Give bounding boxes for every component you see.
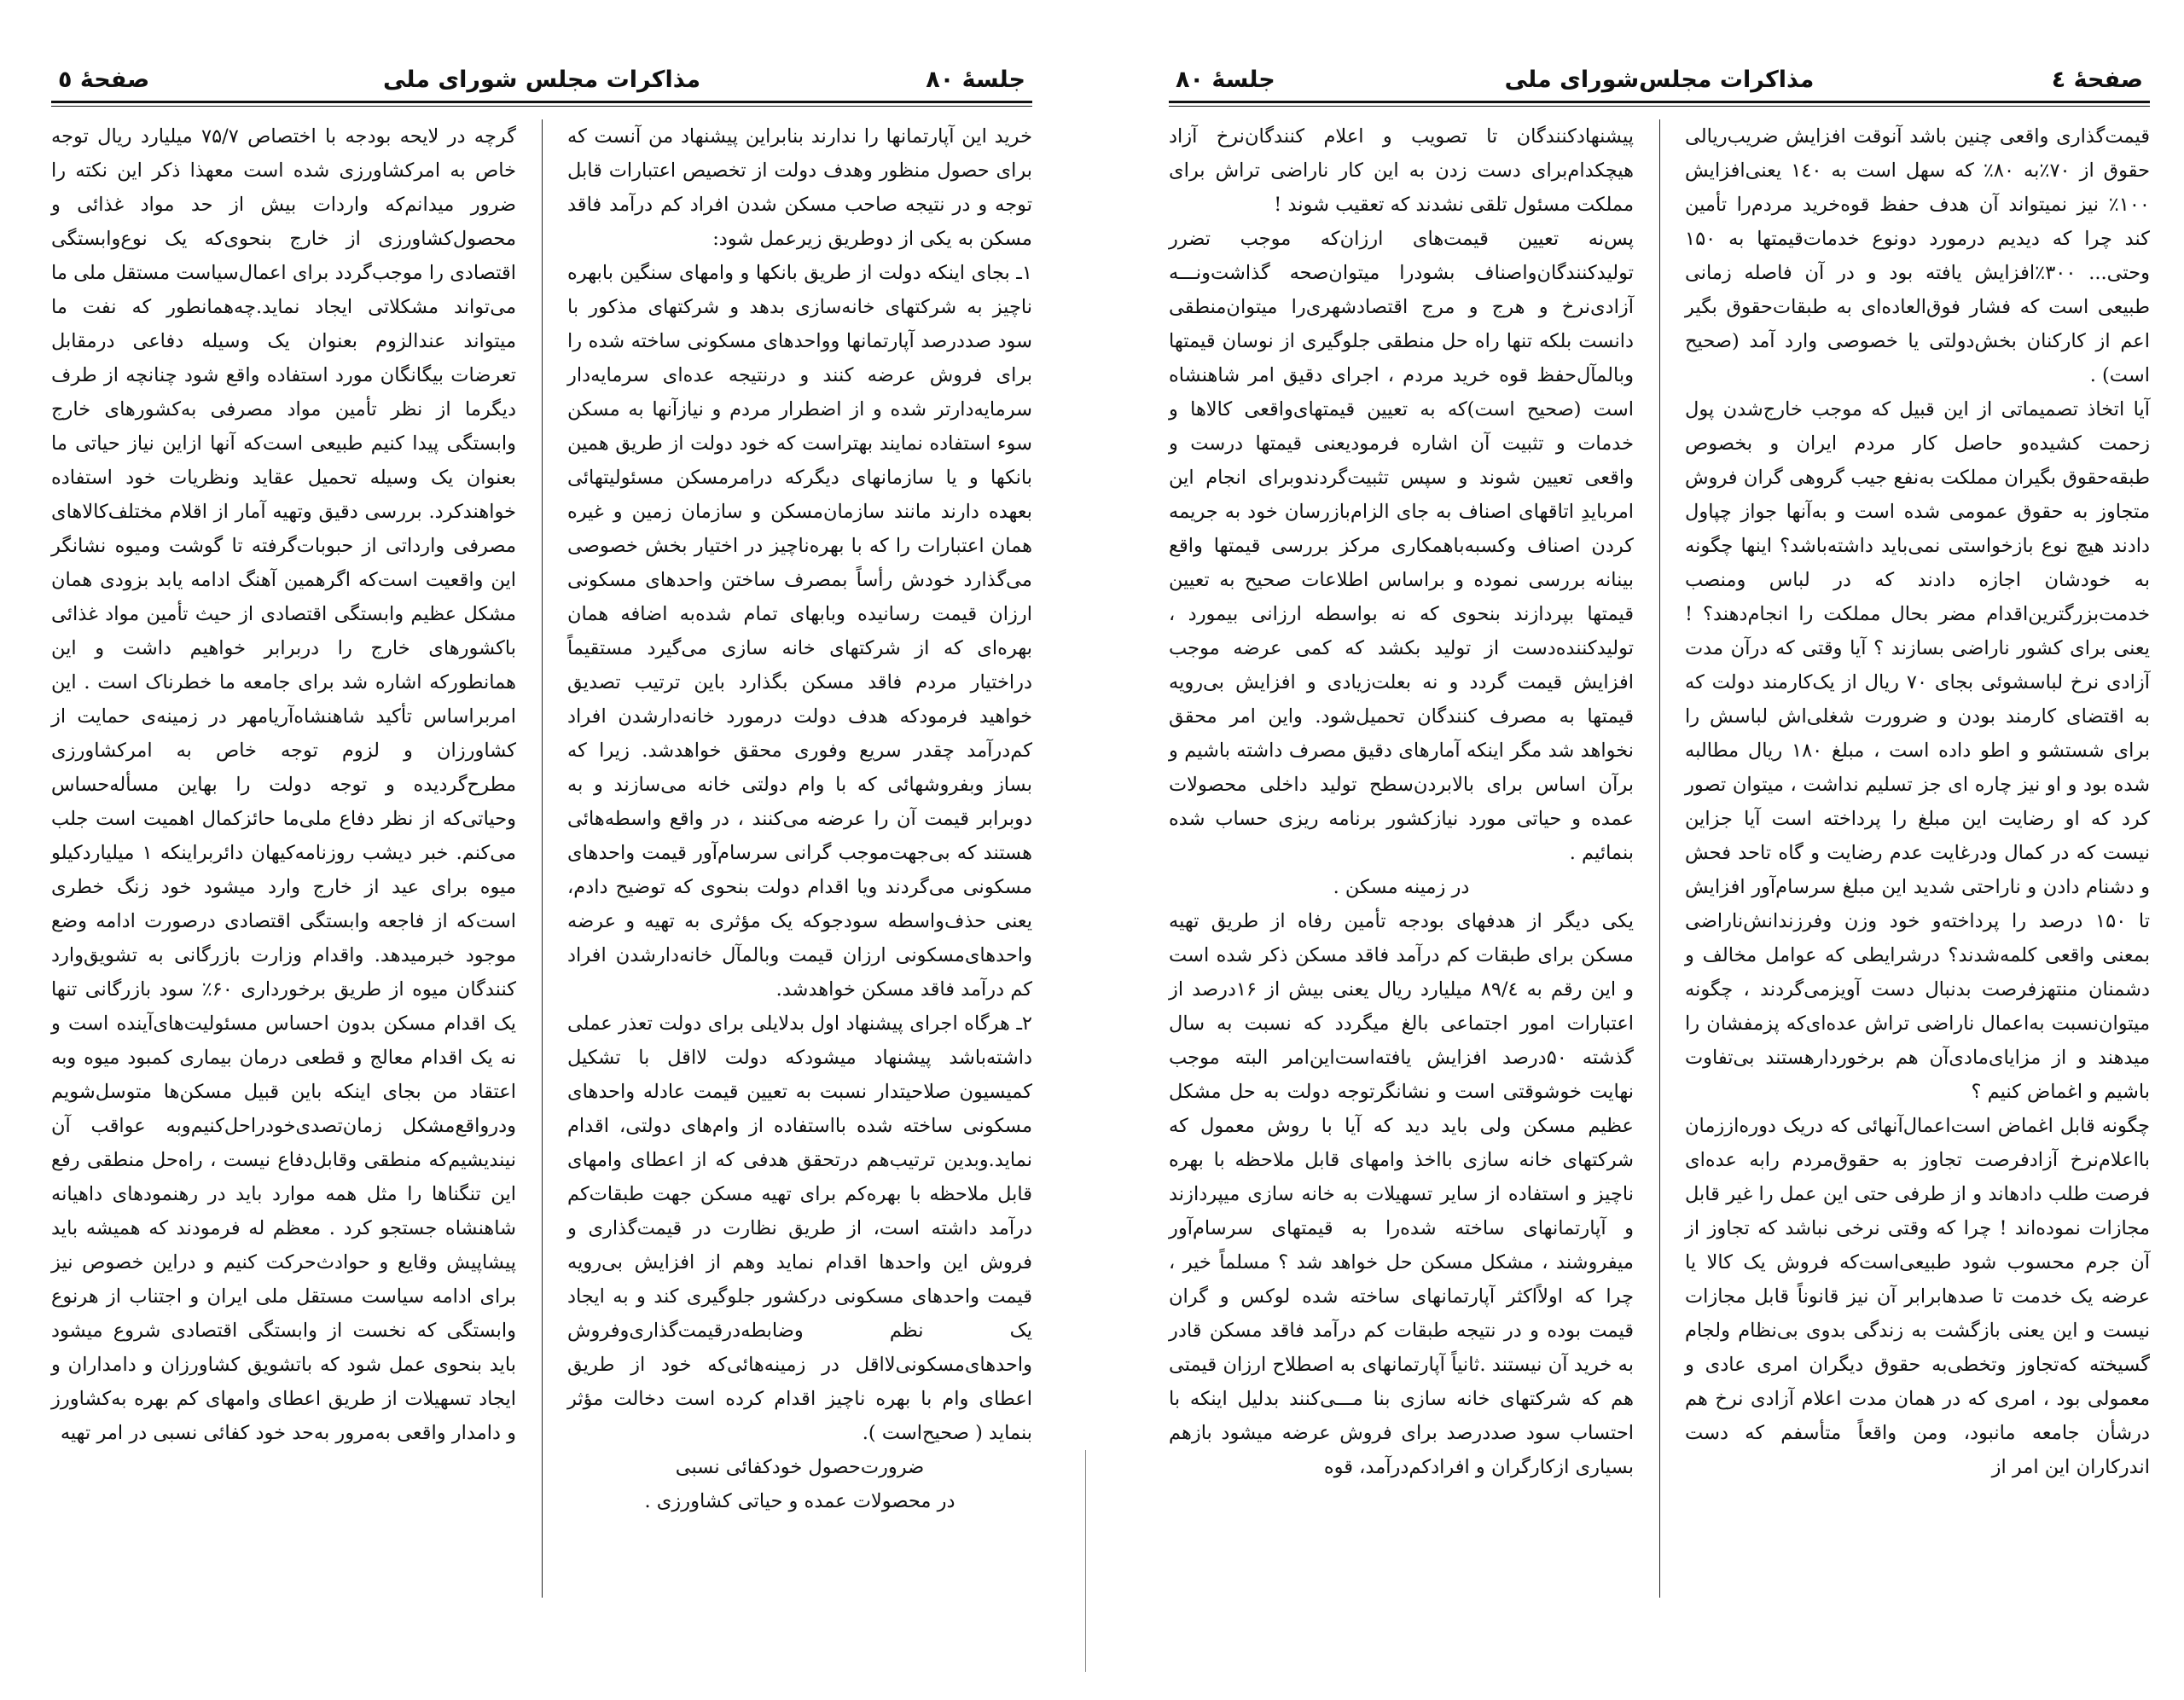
right-page-right-column xyxy=(1685,119,2150,1484)
section-heading: ضرورت‌حصول خودکفائی نسبی xyxy=(675,1456,925,1478)
left-page-header xyxy=(51,61,1032,104)
column-divider xyxy=(542,119,543,1598)
paragraph: قیمت‌گذاری واقعی چنین باشد آنوقت افزایش ضریب‌ریالی حقوق از ۷۰٪به ۸۰٪ که سهل است به ۱٤۰ یعنی‌افزایش ۱۰۰٪ نیز نمیتواند آن هدف حفظ قوه‌خرید مردم‌را تأمین کند چرا که دیدیم درمورد دونوع خدمات‌قیمتها به ۱۵۰ وحتی... ۳۰۰٪افزایش یافته بود و در آن فاصله زمانی طبیعی است که فشار فوق‌العاده‌ای به طبقات‌حقوق بگیر اعم از کارکنان بخش‌دولتی یا خصوصی وارد آمد (صحیح است) . xyxy=(1685,125,2151,386)
paragraph: گرچه در لایحه بودجه با اختصاص ۷۵/۷ میلیارد ریال توجه خاص به امرکشاورزی شده است معهذا ذکر این نکته را ضرور میدانم‌که واردات بیش از حد مواد غذائی و محصول‌کشاورزی از خارج بنحوی‌که یک نوع‌وابستگی اقتصادی را موجب‌گردد برای اعمال‌سیاست مستقل ملی ما می‌تواند مشکلاتی ایجاد نماید.چه‌همانطور که نفت ما میتواند عندالزوم بعنوان یک وسیله دفاعی درمقابل تعرضات بیگانگان مورد استفاده واقع شود چنانچه از طرف دیگرما از نظر تأمین مواد مصرفی به‌کشورهای خارج وابستگی پیدا کنیم طبیعی است‌که آنها ازاین نیاز حیاتی ما بعنوان یک وسیله تحمیل عقاید ونظریات خود استفاده خواهندکرد. بررسی دقیق وتهیه آمار از اقلام مختلف‌کالاهای مصرفی وارداتی از حبوبات‌گرفته تا گوشت ومیوه نشانگر این واقعیت است‌که اگرهمین آهنگ ادامه یابد بزودی همان مشکل عظیم وابستگی اقتصادی از حیث تأمین مواد غذائی باکشورهای خارج را دربرابر خواهیم داشت و این همانطورکه اشاره شد برای جامعه ما خطرناک است . این امربراساس تأکید شاهنشاه‌آریامهر در زمینه‌ی حمایت از کشاورزان و لزوم توجه خاص به امرکشاورزی مطرح‌گردیده و توجه دولت را بهاین مسأله‌حساس وحیاتی‌که از نظر دفاع ملی‌ما حائزکمال اهمیت است جلب می‌کنم. خبر دیشب روزنامه‌کیهان دائربراینکه ۱ میلیاردکیلو میوه برای عید از خارج وارد میشود خود زنگ خطری است‌که از فاجعه وابستگی اقتصادی درصورت ادامه وضع موجود خبرمیدهد. واقدام وزارت بازرگانی به تشویق‌وارد کنندگان میوه از طریق برخورداری ۶۰٪ سود بازرگانی تنها یک اقدام مسکن بدون احساس مسئولیت‌های‌آینده است و نه یک اقدام معالج و قطعی درمان بیماری کمبود میوه وبه اعتقاد من بجای اینکه باین قبیل مسکن‌ها متوسل‌شویم ودرواقع‌مشکل زمان‌تصدی‌خودراحل‌کنیم‌وبه عواقب آن نیندیشیم‌که منطقی وقابل‌دفاع نیست ، راه‌حل منطقی رفع این تنگناها را مثل همه موارد باید در رهنمودهای داهیانه شاهنشاه جستجو کرد . معظم له فرمودند که همیشه باید پیشاپیش وقایع و حوادث‌حرکت کنیم و دراین خصوص نیز برای ادامه سیاست مستقل ملی ایران و اجتناب از هرنوع وابستگی که نخست از وابستگی اقتصادی شروع میشود باید بنحوی عمل شود که باتشویق کشاورزان و دامداران و ایجاد تسهیلات از طریق اعطای وامهای کم بهره به‌کشاورز و دامدار واقعی به‌مرور به‌حد خود کفائی نسبی در امر تهیه xyxy=(51,125,517,1444)
header-rule xyxy=(1169,101,2150,103)
section-heading: در محصولات عمده و حیاتی کشاورزی . xyxy=(644,1490,956,1512)
right-page-title: مذاکرات مجلس‌شورای ملی xyxy=(1504,67,1815,93)
right-page-left-column xyxy=(1169,119,1634,1484)
right-page-number: صفحهٔ ٤ xyxy=(2051,67,2143,93)
paragraph: یکی دیگر از هدفهای بودجه تأمین رفاه از طریق تهیه مسکن برای طبقات کم درآمد فاقد مسکن ذکر شده است و این رقم به ۸۹/٤ میلیارد ریال یعنی بیش از ۱۶درصد از اعتبارات امور اجتماعی بالغ میگردد که نسبت به سال گذشته ۵۰درصد افزایش یافته‌است‌این‌امر البته موجب نهایت خوشوقتی است و نشانگرتوجه دولت به حل مشکل عظیم مسکن ولی باید دید که آیا با روش معمول که شرکتهای خانه سازی بااخذ وامهای قابل ملاحظه با بهره ناچیز و استفاده از سایر تسهیلات به خانه سازی میپردازند و آپارتمانهای ساخته شده‌را به قیمتهای سرسام‌آور میفروشند ، مشکل مسکن حل خواهد شد ؟ مسلماً خیر ، چرا که اولاًاکثر آپارتمانهای ساخته شده لوکس و گران قیمت بوده و در نتیجه طبقات کم درآمد فاقد مسکن قادر به خرید آن نیستند .ثانیاً آپارتمانهای به اصطلاح ارزان قیمتی هم که شرکتهای خانه سازی بنا مـــی‌کنند بدلیل اینکه با احتساب سود صددرصد برای فروش عرضه میشود بازهم بسیاری ازکارگران و افرادکم‌درآمد، قوه xyxy=(1169,910,1634,1478)
left-page-number: صفحهٔ ٥ xyxy=(58,67,150,93)
header-rule xyxy=(51,101,1032,103)
left-page-title: مذاکرات مجلس شورای ملی xyxy=(382,67,701,93)
paragraph: آیا اتخاذ تصمیماتی از این قبیل که موجب خارج‌شدن پول زحمت کشیده‌و حاصل کار مردم ایران و بخصوص طبقه‌حقوق بگیران مملکت به‌نفع جیب گروهی گران فروش متجاوز به حقوق عمومی شده است و به‌آنها جواز چپاول دادند هیچ نوع بازخواستی نمی‌باید داشته‌باشد؟ اینها چگونه به خودشان اجازه دادند که در لباس ومنصب خدمت‌بزرگترین‌اقدام مضر بحال مملکت را انجام‌دهند؟ ! یعنی برای کشور ناراضی بسازند ؟ آیا وقتی که درآن مدت آزادی نرخ لباسشوئی بجای ۷۰ ریال از یک‌کارمند دولت که به اقتضای کارمند بودن و ضرورت شغلی‌اش لباسش را برای شستشو و اطو داده است ، مبلغ ۱۸۰ ریال مطالبه شده بود و او نیز چاره ای جز تسلیم نداشت ، میتوان تصور کرد که او رضایت این مبلغ را پرداخته است آیا جزاین نیست که در کمال ودرغایت عدم رضایت و گاه تاحد فحش و دشنام دادن و ناراحتی شدید این مبلغ سرسام‌آور افزایش تا ۱۵۰ درصد را پرداخته‌و خود وزن وفرزندانش‌ناراضی بمعنی واقعی کلمه‌شدند؟ درشرایطی که عوامل مخالف و دشمنان منتهزفرصت بدنبال دست آویزمی‌گردند ، چگونه میتوان‌نسبت به‌اعمال ناراضی تراش عده‌ای‌که پزمفشان را میدهند و از مزایای‌مادی‌آن هم برخوردارهستند بی‌تفاوت باشیم و اغماض کنیم ؟ xyxy=(1685,398,2150,1103)
paragraph: چگونه قابل اغماض است‌اعمال‌آنهائی که دریک دوره‌اززمان بااعلام‌نرخ آزادفرصت تجاوز به حقوق‌مردم رابه عده‌ای فرصت طلب دادهاند و از طرفی حتی این عمل را غیر قابل مجازات نموده‌اند ! چرا که وقتی نرخی نباشد که تجاوز از آن جرم محسوب شود طبیعی‌است‌که فروش یک کالا یا عرضه یک خدمت تا صدهابرابر آن نیز قانوناً قابل مجازات نیست و این یعنی بازگشت به زندگی بدوی بی‌نظام ولجام گسیخته که‌تجاوز وتخطی‌به حقوق دیگران امری عادی و معمولی بود ، امری که در همان مدت اعلام آزادی نرخ هم درشأن جامعه مانبود، ومن واقعاً متأسفم که دست اندرکاران این امر از xyxy=(1685,1115,2150,1478)
right-page xyxy=(1169,0,2150,1700)
left-page xyxy=(51,0,1032,1700)
paragraph: ۱ـ بجای اینکه دولت از طریق بانکها و وامهای سنگین بابهره ناچیز به شرکتهای خانه‌سازی بدهد و شرکتهای مذکور با سود صددرصد آپارتمانها وواحدهای مسکونی ساخته شده را برای فروش عرضه کنند و درنتیجه عده‌ای سرمایه‌دار سرمایه‌دارتر شده و از اضطرار مردم و نیازآنها به مسکن سوء استفاده نمایند بهتراست که خود دولت از طریق همین بانکها و یا سازمانهای دیگرکه درامرمسکن مسئولیتهائی بعهده دارند مانند سازمان‌مسکن و سازمان زمین و غیره همان اعتبارات را که با بهره‌ناچیز در اختیار بخش خصوصی می‌گذارد خودش رأساً بمصرف ساختن واحدهای مسکونی ارزان قیمت رسانیده وبابهای تمام شده‌به اضافه همان بهره‌ای که از شرکتهای خانه سازی می‌گیرد مستقیماً دراختیار مردم فاقد مسکن بگذارد باین ترتیب تصدیق خواهید فرمودکه هدف دولت درمورد خانه‌دارشدن افراد کم‌درآمد چقدر سریع وفوری محقق خواهدشد. زیرا که بساز وبفروشهائی که با وام دولتی خانه می‌سازند و به دوبرابر قیمت آن را عرضه می‌کنند ، در واقع واسطه‌هائی هستند که بی‌جهت‌موجب گرانی سرسام‌آور قیمت واحدهای مسکونی می‌گردند ویا اقدام دولت بنحوی که توضیح دادم، یعنی حذف‌واسطه سودجوکه یک مؤثری به تهیه و عرضه واحدهای‌مسکونی ارزان قیمت وبالمآل خانه‌دارشدن افراد کم درآمد فاقد مسکن خواهدشد. xyxy=(567,262,1032,1001)
book-gutter xyxy=(1085,1450,1086,1672)
paragraph: پیشنهاد‌کنندگان تا تصویب و اعلام کنندگان‌نرخ آزاد هیچکدام‌برای دست زدن به این کار ناراضی تراش برای مملکت مسئول تلقی نشدند که تعقیب شوند ! xyxy=(1169,125,1634,216)
paragraph: ۲ـ هرگاه اجرای پیشنهاد اول بدلایلی برای دولت تعذر عملی داشته‌باشد پیشنهاد میشودکه دولت لااقل با تشکیل کمیسیون صلاحیتدار نسبت به تعیین قیمت عادله واحدهای مسکونی ساخته شده بااستفاده از وام‌های دولتی، اقدام نماید.وبدین ترتیب‌هم درتحقق هدفی که از اعطای وامهای قابل ملاحظه با بهره‌کم برای تهیه مسکن جهت طبقات‌کم درآمد داشته است، از طریق نظارت در قیمت‌گذاری و فروش این واحدها اقدام نماید وهم از افزایش بی‌رویه قیمت واحدهای مسکونی درکشور جلوگیری کند و به ایجاد یک نظم وضابطه‌درقیمت‌گذاری‌وفروش واحدهای‌مسکونی‌لااقل در زمینه‌هائی‌که خود از طریق اعطای وام با بهره ناچیز اقدام کرده است دخالت مؤثر بنماید ( صحیح‌است ). xyxy=(567,1012,1032,1444)
paragraph: خرید این آپارتمانها را ندارند بنابراین پیشنهاد من آنست که برای حصول منظور وهدف دولت از تخصیص اعتبارات قابل توجه و در نتیجه صاحب مسکن شدن افراد کم درآمد فاقد مسکن به یکی از دوطریق زیرعمل شود: xyxy=(567,125,1032,250)
section-heading: در زمینه مسکن . xyxy=(1333,876,1470,898)
right-page-session: جلسهٔ ۸۰ xyxy=(1176,67,1275,93)
left-page-left-column xyxy=(51,119,516,1450)
left-page-session: جلسهٔ ۸۰ xyxy=(926,67,1025,93)
left-page-right-column xyxy=(567,119,1032,1518)
right-page-header xyxy=(1169,61,2150,104)
column-divider xyxy=(1659,119,1660,1598)
paragraph: پس‌نه تعیین قیمت‌های ارزان‌که موجب تضرر تولیدکنندگان‌واصناف بشودرا میتوان‌صحه گذاشت‌ونـــه آزادی‌نرخ و هرج و مرج اقتصادشهری‌را میتوان‌منطقی دانست بلکه تنها راه حل منطقی جلوگیری از نوسان قیمتها وبالمآل‌حفظ قوه خرید مردم ، اجرای دقیق امر شاهنشاه است (صحیح است)که به تعیین قیمتهای‌واقعی کالاها و خدمات و تثبیت آن اشاره فرمودیعنی قیمتها درست و واقعی تعیین شوند و سپس تثبیت‌گردندو‌برای انجام این امربایدِ اتاقهای اصناف به جای الزام‌بازرسان خود به جریمه کردن اصناف وکسبه‌باهمکاری مرکز بررسی قیمتها واقع بینانه بررسی نموده و براساس اطلاعات صحیح به تعیین قیمتها بپردازند بنحوی که نه بواسطه ارزانی بیمورد ، تولیدکننده‌دست از تولید بکشد که کمی عرضه موجب افزایش قیمت گردد و نه بعلت‌زیادی و افزایش بی‌رویه قیمتها به مصرف کنندگان تحمیل‌شود. واین امر محقق نخواهد شد مگر اینکه آمارهای دقیق مصرف داشته باشیم و برآن اساس برای بالابردن‌سطح تولید داخلی محصولات عمده و حیاتی مورد نیازکشور برنامه ریزی حساب شده بنمائیم . xyxy=(1169,228,1634,864)
